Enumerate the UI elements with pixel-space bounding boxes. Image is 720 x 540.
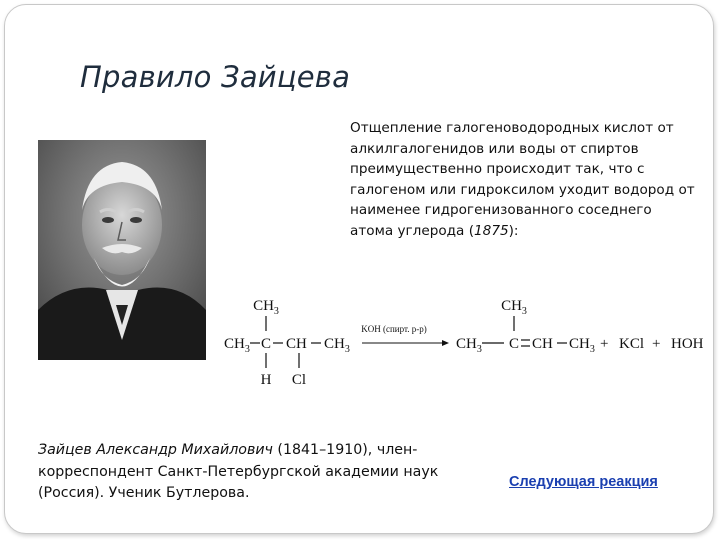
byproduct-hoh: HOH <box>671 336 704 352</box>
biography-caption <box>38 440 508 505</box>
reaction-scheme <box>216 288 716 393</box>
byproduct-kcl: KCl <box>619 336 645 352</box>
definition-text: Отщепление галогеноводородных кислот от алкилгалогенидов или воды от спиртов преимущественно происходит так, что с галогеном или гидроксилом уходит водород от наименее гидрогенизованного соседнего атома углерода ( <box>350 120 695 239</box>
bio-name: Зайцев Александр Михайлович <box>38 442 273 458</box>
reactant-ch3-right: $CH_3$ <box>324 336 350 355</box>
definition-closing: ): <box>508 222 519 239</box>
portrait-photo <box>38 140 206 360</box>
bio-details: (1841–1910), член-корреспондент Санкт-Петербургской академии наук (Россия). Ученик Бутлерова. <box>38 442 439 501</box>
product-ch3-left: $CH_3$ <box>456 336 482 355</box>
slide-title: Правило Зайцева <box>80 60 351 94</box>
arrow-head-icon <box>442 340 449 346</box>
reactant-ch3-left: $CH_3$ <box>224 336 250 355</box>
product-c: C <box>508 336 520 352</box>
portrait-illustration <box>38 140 206 360</box>
reactant-c: C <box>260 336 272 352</box>
reactant-h: H <box>260 372 272 388</box>
product-top-group: $CH_3$ <box>501 298 527 317</box>
product-ch3-right: $CH_3$ <box>569 336 595 355</box>
reaction-condition: KOH (спирт. р-р) <box>361 324 427 334</box>
reactant-top-group: $CH_3$ <box>253 298 279 317</box>
product-ch: CH <box>532 336 553 352</box>
plus-sign: + <box>652 336 661 352</box>
plus-sign: + <box>600 336 609 352</box>
reactant-cl: Cl <box>291 372 307 388</box>
reactant-ch: CH <box>286 336 307 352</box>
rule-definition <box>350 118 695 241</box>
definition-year: 1875 <box>474 222 509 239</box>
next-reaction-link[interactable]: Следующая реакция <box>509 474 658 490</box>
